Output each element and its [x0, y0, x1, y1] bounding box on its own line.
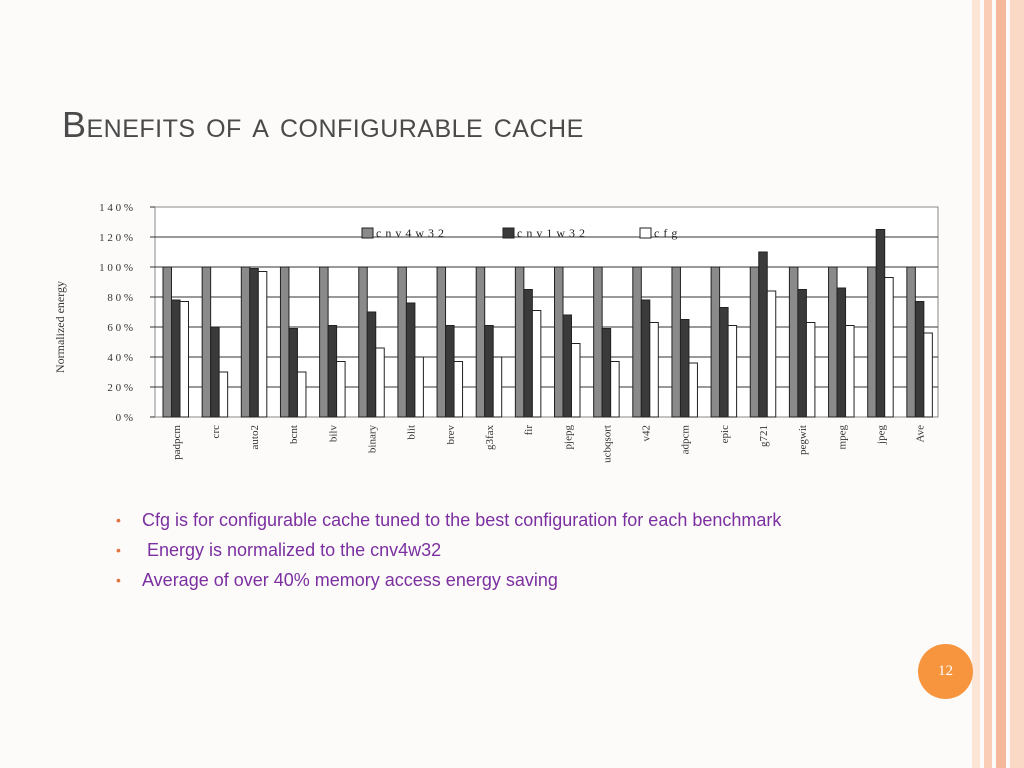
y-tick-label: 1 2 0 %	[99, 232, 133, 244]
y-tick-label: 1 0 0 %	[99, 262, 133, 274]
bar-padpcm-series-3	[180, 302, 189, 418]
bar-v42-series-1	[633, 267, 642, 417]
bar-bcnt-series-3	[297, 372, 306, 417]
bar-bcnt-series-1	[280, 267, 289, 417]
page-number: 12	[938, 663, 953, 679]
bar-blit-series-2	[406, 303, 415, 417]
bar-pegwit-series-3	[806, 323, 815, 418]
bar-binary-series-3	[376, 348, 385, 417]
bar-Ave-series-3	[924, 333, 933, 417]
bar-mpeg-series-1	[829, 267, 838, 417]
bar-jpeg-series-2	[876, 230, 885, 418]
bar-mpeg-series-2	[837, 288, 846, 417]
y-axis-label: Normalized energy	[53, 280, 67, 374]
bar-jpeg-series-3	[885, 278, 894, 418]
bullet-list	[116, 509, 876, 599]
bar-binary-series-2	[367, 312, 376, 417]
legend-label: c n v 4 w 3 2	[376, 226, 445, 240]
bar-v42-series-2	[641, 300, 650, 417]
bar-brev-series-1	[437, 267, 446, 417]
bar-Ave-series-2	[915, 302, 924, 418]
bar-pegwit-series-2	[798, 290, 807, 418]
bar-auto2-series-3	[258, 272, 267, 418]
bullet-text: Average of over 40% memory access energy saving	[142, 570, 558, 590]
x-tick-label: binary	[366, 425, 379, 454]
bar-g3fax-series-3	[493, 357, 502, 417]
bar-blit-series-1	[398, 267, 407, 417]
bar-adpcm-series-3	[689, 363, 698, 417]
bar-epic-series-2	[720, 308, 729, 418]
bar-g721-series-2	[759, 252, 768, 417]
bar-bcnt-series-2	[289, 329, 298, 418]
bar-auto2-series-2	[250, 269, 258, 418]
x-tick-label: pjepg	[562, 425, 575, 450]
legend-label: c f g	[654, 226, 678, 240]
bullet-item	[116, 509, 876, 532]
y-tick-label: 2 0 %	[107, 382, 133, 394]
x-tick-label: mpeg	[836, 425, 849, 450]
legend-swatch	[640, 228, 651, 238]
bar-ucbqsort-series-1	[594, 267, 603, 417]
bar-epic-series-1	[711, 267, 720, 417]
x-tick-label: bilv	[327, 425, 340, 443]
bar-Ave-series-1	[907, 267, 916, 417]
bar-pjepg-series-2	[563, 315, 572, 417]
x-tick-label: ucbqsort	[601, 425, 614, 463]
x-tick-label: blit	[405, 425, 418, 440]
bar-brev-series-3	[454, 362, 463, 418]
x-tick-label: crc	[209, 425, 222, 439]
bar-fir-series-2	[524, 290, 533, 418]
x-tick-label: pegwit	[797, 425, 810, 455]
x-tick-label: adpcm	[679, 425, 692, 455]
bullet-item	[116, 569, 876, 592]
bar-g721-series-1	[750, 267, 759, 417]
bullet-marker-icon: •	[116, 512, 121, 528]
x-tick-label: fir	[523, 425, 536, 436]
page-number-badge	[918, 644, 973, 699]
slide-title: Benefits of a configurable cache	[62, 104, 584, 145]
bar-auto2-series-1	[241, 267, 250, 417]
bar-ucbqsort-series-2	[602, 329, 611, 418]
bar-pegwit-series-1	[789, 267, 798, 417]
bar-jpeg-series-1	[868, 267, 877, 417]
bar-adpcm-series-2	[680, 320, 689, 418]
bullet-text: Energy is normalized to the cnv4w32	[142, 540, 442, 560]
bar-bilv-series-1	[320, 267, 329, 417]
bar-g3fax-series-1	[476, 267, 485, 417]
x-tick-label: auto2	[249, 425, 262, 450]
legend-swatch	[503, 228, 514, 238]
y-tick-label: 0 %	[115, 412, 133, 424]
bar-brev-series-2	[446, 326, 455, 418]
bar-mpeg-series-3	[846, 326, 855, 418]
bar-fir-series-1	[515, 267, 524, 417]
bar-epic-series-3	[728, 326, 737, 418]
y-tick-label: 4 0 %	[107, 352, 133, 364]
bar-bilv-series-3	[337, 362, 346, 418]
bar-padpcm-series-2	[172, 300, 181, 417]
bar-fir-series-3	[532, 311, 541, 418]
x-tick-label: g3fax	[483, 425, 496, 451]
y-tick-label: 1 4 0 %	[99, 202, 133, 214]
bar-ucbqsort-series-3	[611, 362, 620, 418]
x-tick-label: bcnt	[288, 425, 301, 444]
bar-adpcm-series-1	[672, 267, 681, 417]
bar-blit-series-3	[415, 357, 424, 417]
bar-crc-series-3	[219, 372, 228, 417]
bar-g3fax-series-2	[485, 326, 494, 418]
x-tick-label: jpeg	[875, 425, 888, 444]
bullet-marker-icon: •	[116, 542, 121, 558]
x-tick-label: g721	[758, 425, 770, 447]
bar-pjepg-series-3	[572, 344, 581, 418]
legend-swatch	[362, 228, 373, 238]
bar-pjepg-series-1	[555, 267, 564, 417]
bar-crc-series-2	[211, 327, 220, 417]
bar-v42-series-3	[650, 323, 659, 418]
x-tick-label: brev	[444, 425, 457, 445]
y-tick-label: 8 0 %	[107, 292, 133, 304]
y-tick-label: 6 0 %	[107, 322, 133, 334]
bar-g721-series-3	[767, 291, 776, 417]
bullet-marker-icon: •	[116, 572, 121, 588]
bar-crc-series-1	[202, 267, 211, 417]
bullet-text: Cfg is for configurable cache tuned to the best configuration for each benchmark	[142, 510, 782, 530]
bar-padpcm-series-1	[163, 267, 172, 417]
legend-label: c n v 1 w 3 2	[517, 226, 586, 240]
x-tick-label: Ave	[914, 425, 927, 443]
x-tick-label: epic	[718, 425, 731, 444]
bullet-item	[116, 539, 876, 562]
x-tick-label: padpcm	[170, 425, 183, 460]
bar-bilv-series-2	[328, 326, 337, 418]
x-tick-label: v42	[640, 425, 653, 442]
bar-binary-series-1	[359, 267, 368, 417]
